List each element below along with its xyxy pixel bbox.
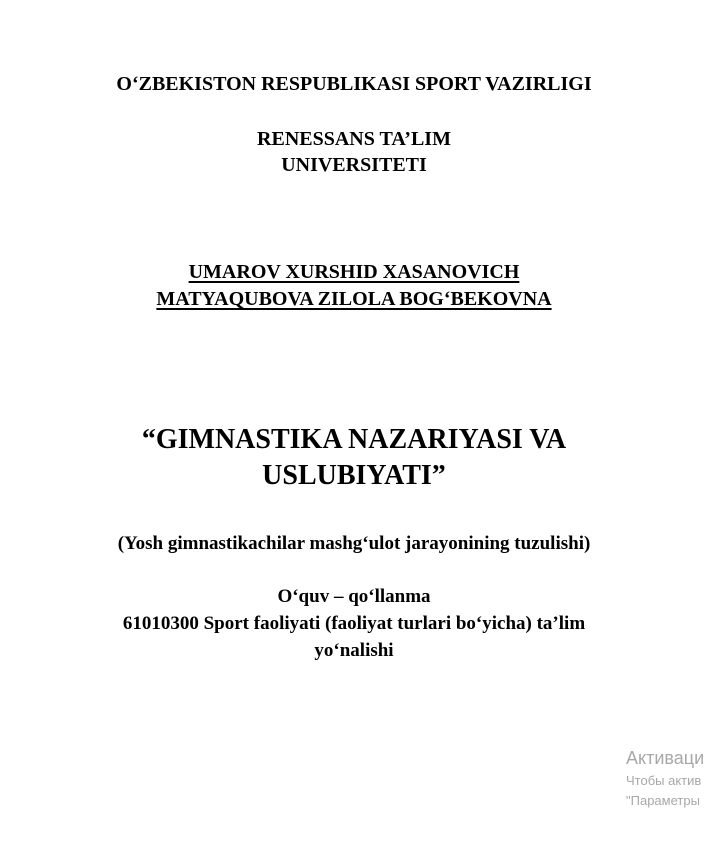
author-1 <box>0 262 708 282</box>
book-title-line-2: USLUBIYATI” <box>262 460 446 491</box>
author-2-name: MATYAQUBOVA ZILOLA BOG‘BEKOVNA <box>156 288 552 310</box>
university-name-line-1: RENESSANS TA’LIM <box>257 128 451 150</box>
document-type: O‘quv – qo‘llanma <box>277 586 431 607</box>
university-name-line-2: UNIVERSITETI <box>281 154 427 176</box>
author-1-name: UMAROV XURSHID XASANOVICH <box>188 261 520 283</box>
windows-activation-text-1: Чтобы актив <box>626 773 702 788</box>
ministry-heading: O‘ZBEKISTON RESPUBLIKASI SPORT VAZIRLIGI <box>116 73 592 95</box>
book-subtitle: (Yosh gimnastikachilar mashg‘ulot jarayonining tuzulishi) <box>117 533 591 554</box>
book-title-line-1: “GIMNASTIKA NAZARIYASI VA <box>141 424 567 455</box>
windows-activation-text-2: "Параметры <box>626 793 700 808</box>
author-2 <box>0 289 708 309</box>
education-direction-line-1: 61010300 Sport faoliyati (faoliyat turlari bo‘yicha) ta’lim <box>122 613 586 634</box>
windows-activation-title: Активаци <box>626 748 705 768</box>
education-direction-line-2: yo‘nalishi <box>314 640 394 661</box>
